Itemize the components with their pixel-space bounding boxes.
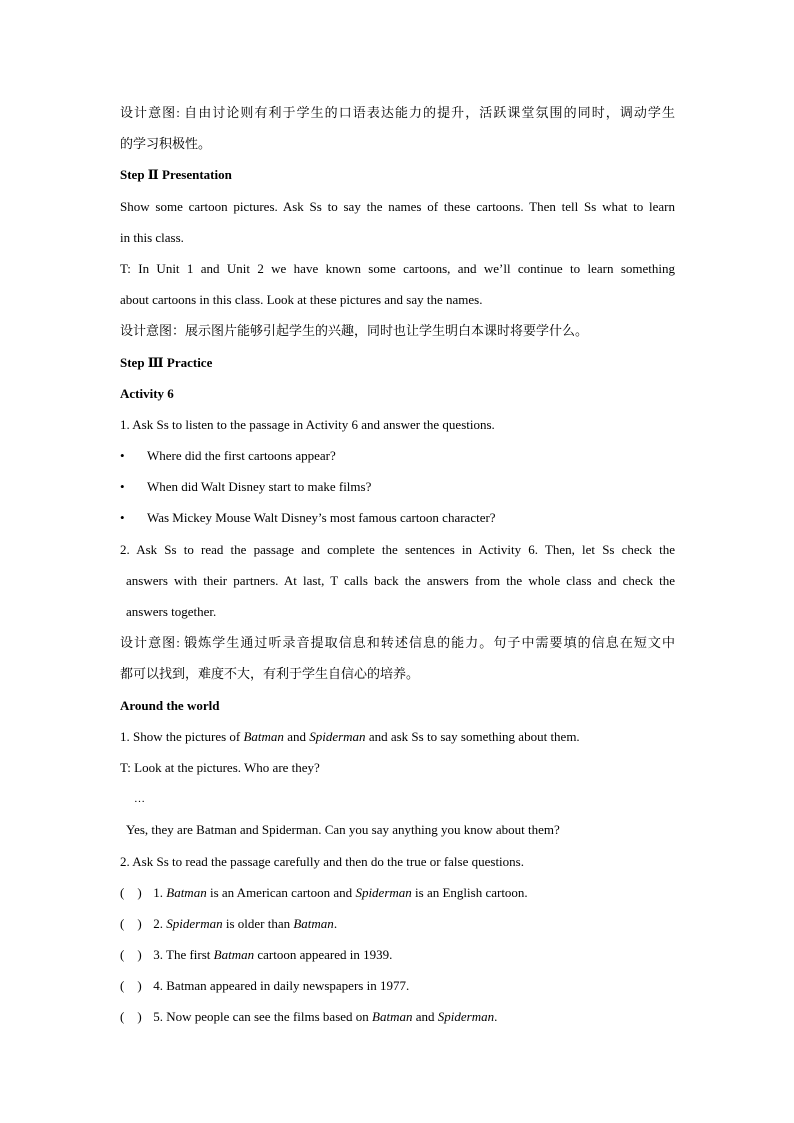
- design-note-1-line-2: 的学习积极性。: [120, 136, 212, 152]
- around-world-teacher-line: T: Look at the pictures. Who are they?: [120, 759, 320, 775]
- answer-blank: ( ): [120, 915, 142, 931]
- text-run: 5. Now people can see the films based on: [150, 1009, 373, 1025]
- activity-6-item-1: 1. Ask Ss to listen to the passage in Activity 6 and answer the questions.: [120, 416, 495, 432]
- true-false-question-2: [120, 913, 675, 944]
- text-run-italic: Batman: [293, 915, 334, 931]
- text-run: is an American cartoon and: [206, 884, 356, 900]
- text-run: .: [494, 1009, 498, 1025]
- design-note-2: 设计意图：展示图片能够引起学生的兴趣，同时也让学生明白本课时将要学什么。: [120, 323, 589, 339]
- around-world-item-2: 2. Ask Ss to read the passage carefully and then do the true or false questions.: [120, 853, 524, 869]
- text-run-italic: Batman: [372, 1009, 413, 1025]
- true-false-question-3: [120, 944, 675, 975]
- text-run: and ask Ss to say something about them.: [365, 728, 580, 744]
- activity-6-heading: Activity 6: [120, 385, 174, 401]
- step-2-body-line-2: in this class.: [120, 229, 184, 245]
- list-item: [120, 445, 675, 476]
- question-text: Was Mickey Mouse Walt Disney’s most famous cartoon character?: [147, 510, 496, 526]
- design-note-3-line-2: 都可以找到，难度不大，有利于学生自信心的培养。: [120, 666, 420, 682]
- text-run-italic: Batman: [166, 884, 207, 900]
- text-run: is older than: [222, 915, 294, 931]
- text-run-italic: Spiderman: [355, 884, 412, 900]
- true-false-question-5: [120, 1006, 675, 1037]
- bullet-icon: •: [120, 479, 125, 495]
- list-item: [120, 507, 675, 538]
- true-false-question-1: [120, 882, 675, 913]
- around-the-world-heading: Around the world: [120, 697, 220, 713]
- text-run: is an English cartoon.: [411, 884, 528, 900]
- answer-blank: ( ): [120, 884, 142, 900]
- activity-6-item-2-line-1: 2. Ask Ss to read the passage and complete the sentences in Activity 6. Then, let Ss check the: [120, 541, 675, 557]
- step-3-heading: Step Ⅲ Practice: [120, 354, 213, 370]
- text-run: 2.: [150, 915, 167, 931]
- list-item: [120, 476, 675, 507]
- text-run: 1.: [150, 884, 167, 900]
- around-world-item-1: [120, 726, 675, 757]
- step-2-teacher-line-1: T: In Unit 1 and Unit 2 we have known some cartoons, and we’ll continue to learn something: [120, 260, 675, 276]
- text-run-italic: Spiderman: [309, 728, 366, 744]
- document-page: [120, 102, 675, 1038]
- around-world-yes-line: Yes, they are Batman and Spiderman. Can you say anything you know about them?: [126, 822, 560, 838]
- text-run-italic: Spiderman: [166, 915, 223, 931]
- text-run: 4. Batman appeared in daily newspapers in 1977.: [150, 978, 410, 994]
- text-run: and: [412, 1009, 438, 1025]
- answer-blank: ( ): [120, 947, 142, 963]
- design-note-3-line-1: 设计意图: 锻炼学生通过听录音提取信息和转述信息的能力。句子中需要填的信息在短文中: [120, 635, 675, 651]
- text-run-italic: Batman: [213, 947, 255, 963]
- text-run: 3. The first: [150, 947, 214, 963]
- step-2-teacher-line-2: about cartoons in this class. Look at these pictures and say the names.: [120, 292, 483, 308]
- question-text: When did Walt Disney start to make films?: [147, 479, 372, 495]
- text-run: 1. Show the pictures of: [120, 728, 244, 744]
- text-run: and: [283, 728, 310, 744]
- step-2-body-line-1: Show some cartoon pictures. Ask Ss to say the names of these cartoons. Then tell Ss what to learn: [120, 198, 675, 214]
- step-2-heading: Step Ⅱ Presentation: [120, 167, 232, 183]
- true-false-question-4: [120, 975, 675, 1006]
- text-run: cartoon appeared in 1939.: [254, 947, 393, 963]
- activity-6-item-2-line-2: answers with their partners. At last, T calls back the answers from the whole class and check the: [126, 572, 675, 588]
- answer-blank: ( ): [120, 1009, 142, 1025]
- answer-blank: ( ): [120, 978, 142, 994]
- text-run: .: [333, 915, 338, 931]
- design-note-1-line-1: 设计意图: 自由讨论则有利于学生的口语表达能力的提升，活跃课堂氛围的同时，调动学生: [120, 105, 675, 120]
- text-run-italic: Spiderman: [437, 1009, 495, 1025]
- ellipsis-line: …: [134, 793, 145, 806]
- activity-6-item-2-line-3: answers together.: [126, 604, 217, 619]
- text-run-italic: Batman: [243, 728, 284, 744]
- bullet-icon: •: [120, 448, 125, 464]
- bullet-icon: •: [120, 510, 125, 526]
- question-text: Where did the first cartoons appear?: [147, 448, 336, 464]
